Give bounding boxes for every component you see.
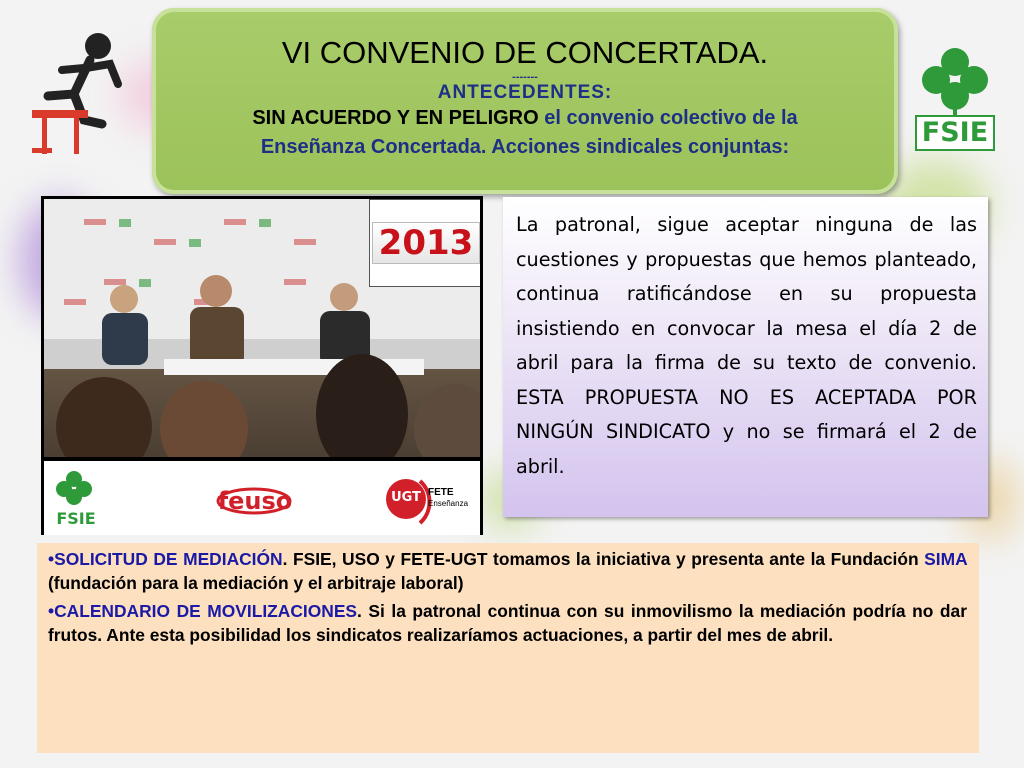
bullet-item-movilizaciones [48,600,967,647]
page-title: VI CONVENIO DE CONCERTADA. [281,35,769,70]
info-box [503,197,988,517]
bullet-text-movilizaciones: . Si la patronal continua con su inmovilismo la mediación podría no dar frutos. Ante esta posibilidad los sindicatos realizaríamos actuaciones, a partir del mes de abril. [48,601,967,645]
hurdle-runner-icon [18,24,130,154]
strip-fsie-logo: FSIE [56,509,96,528]
year-badge-text: 2013 [372,222,480,264]
fsie-logo-text: FSIE [921,117,989,148]
fsie-logo [914,40,996,152]
bullet-item-mediacion [48,548,967,595]
title-description [152,104,898,162]
press-conference-photo [44,199,480,457]
year-badge [369,199,480,287]
strip-fete-logo: FETE [428,487,454,498]
bottom-box [37,543,979,753]
title-box [152,8,898,194]
strip-feuso-logo: feuso [217,487,293,515]
union-logo-strip [44,461,480,535]
title-dashes: ------- [512,71,538,83]
title-rest: el convenio colectivo de la [538,107,798,129]
strip-ugt-logo: UGT [391,490,421,505]
info-text: La patronal, sigue aceptar ninguna de las cuestiones y propuestas que hemos planteado, continua ratificándose en su propuesta insistiendo en convocar la mesa el día 2 de abril para la firma de su texto de convenio. ESTA PROPUESTA NO ES ACEPTADA POR NINGÚN SINDICATO y no se firmará el 2 de abril. [516,213,977,478]
strip-ensenanza-logo: Enseñanza [428,499,469,508]
bullet-sima: SIMA [924,549,967,569]
title-line2: Enseñanza Concertada. Acciones sindicales conjuntas: [260,136,790,158]
bullet-label-mediacion: •SOLICITUD DE MEDIACIÓN [48,549,283,569]
title-highlight: SIN ACUERDO Y EN PELIGRO [252,107,539,129]
photo-panel [41,196,483,535]
bullet-label-movilizaciones: •CALENDARIO DE MOVILIZACIONES [48,601,358,621]
bullet-text-mediacion: . FSIE, USO y FETE-UGT tomamos la iniciativa y presenta ante la Fundación [282,549,925,569]
title-subtitle: ANTECEDENTES: [437,82,613,103]
bullet-tail-mediacion: (fundación para la mediación y el arbitraje laboral) [48,572,464,593]
